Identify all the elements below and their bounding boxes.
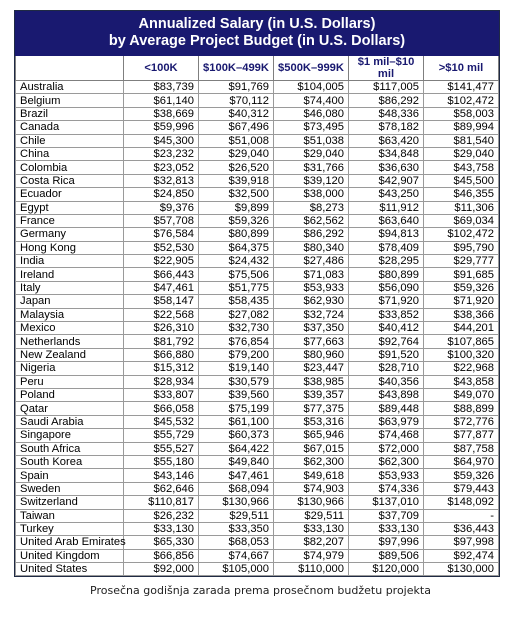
table-row — [16, 335, 499, 348]
salary-cell: $73,495 — [274, 121, 349, 134]
country-cell: Canada — [16, 121, 124, 134]
salary-cell: $39,120 — [274, 174, 349, 187]
salary-cell: $80,960 — [274, 348, 349, 361]
salary-cell: $62,562 — [274, 214, 349, 227]
salary-cell: $91,520 — [349, 348, 424, 361]
country-cell: New Zealand — [16, 348, 124, 361]
salary-cell: $74,667 — [199, 549, 274, 562]
country-cell: South Korea — [16, 455, 124, 468]
salary-cell: $59,326 — [424, 469, 499, 482]
salary-cell: $141,477 — [424, 81, 499, 94]
salary-cell: $62,930 — [274, 295, 349, 308]
salary-cell: $89,994 — [424, 121, 499, 134]
salary-cell: $47,461 — [124, 281, 199, 294]
salary-cell: $53,933 — [349, 469, 424, 482]
salary-cell: $110,000 — [274, 563, 349, 576]
country-cell: China — [16, 147, 124, 160]
salary-cell: $33,852 — [349, 308, 424, 321]
salary-cell: $37,350 — [274, 322, 349, 335]
salary-cell: $39,560 — [199, 388, 274, 401]
salary-cell: $76,584 — [124, 228, 199, 241]
salary-cell: $43,758 — [424, 161, 499, 174]
salary-cell: $49,070 — [424, 388, 499, 401]
salary-cell: $91,769 — [199, 81, 274, 94]
table-row — [16, 134, 499, 147]
salary-cell: $80,899 — [349, 268, 424, 281]
country-cell: Costa Rica — [16, 174, 124, 187]
salary-cell: $51,038 — [274, 134, 349, 147]
table-row — [16, 214, 499, 227]
salary-cell: $72,776 — [424, 415, 499, 428]
table-row — [16, 549, 499, 562]
salary-cell: $92,474 — [424, 549, 499, 562]
column-header-100k-499k: $100K–499K — [199, 56, 274, 81]
salary-cell: $64,970 — [424, 455, 499, 468]
country-cell: United Arab Emirates — [16, 536, 124, 549]
salary-cell: $88,899 — [424, 402, 499, 415]
salary-cell: $45,532 — [124, 415, 199, 428]
salary-cell: $56,090 — [349, 281, 424, 294]
salary-cell: $62,646 — [124, 482, 199, 495]
salary-cell: $38,000 — [274, 188, 349, 201]
salary-cell: $49,618 — [274, 469, 349, 482]
title-line-2: by Average Project Budget (in U.S. Dollars) — [108, 33, 406, 49]
country-cell: Hong Kong — [16, 241, 124, 254]
table-row — [16, 268, 499, 281]
salary-cell: $57,708 — [124, 214, 199, 227]
salary-cell: $102,472 — [424, 228, 499, 241]
salary-cell: $27,082 — [199, 308, 274, 321]
column-header-1mil-10mil: $1 mil–$10 mil — [349, 56, 424, 81]
salary-cell: $48,336 — [349, 107, 424, 120]
salary-cell: $61,140 — [124, 94, 199, 107]
table-row — [16, 201, 499, 214]
salary-cell: $8,273 — [274, 201, 349, 214]
salary-cell: $100,320 — [424, 348, 499, 361]
country-cell: Belgium — [16, 94, 124, 107]
country-cell: Peru — [16, 375, 124, 388]
salary-cell: $76,854 — [199, 335, 274, 348]
table-row — [16, 388, 499, 401]
salary-cell: $32,730 — [199, 322, 274, 335]
salary-cell: $77,877 — [424, 429, 499, 442]
salary-cell: $63,640 — [349, 214, 424, 227]
salary-cell: $52,530 — [124, 241, 199, 254]
salary-cell: $43,146 — [124, 469, 199, 482]
salary-cell: $9,376 — [124, 201, 199, 214]
header-row — [16, 56, 499, 81]
table-row — [16, 81, 499, 94]
salary-cell: $28,710 — [349, 362, 424, 375]
salary-cell: $33,350 — [199, 522, 274, 535]
salary-cell: $34,848 — [349, 147, 424, 160]
salary-cell: $59,996 — [124, 121, 199, 134]
table-row — [16, 563, 499, 576]
salary-cell: $74,979 — [274, 549, 349, 562]
salary-cell: $55,527 — [124, 442, 199, 455]
salary-cell: $81,540 — [424, 134, 499, 147]
salary-cell: $78,409 — [349, 241, 424, 254]
salary-cell: $67,015 — [274, 442, 349, 455]
salary-cell: $32,813 — [124, 174, 199, 187]
salary-cell: $74,336 — [349, 482, 424, 495]
salary-cell: $33,130 — [124, 522, 199, 535]
salary-cell: $31,766 — [274, 161, 349, 174]
salary-cell: $51,008 — [199, 134, 274, 147]
table-row — [16, 402, 499, 415]
salary-cell: $47,461 — [199, 469, 274, 482]
salary-cell: $38,985 — [274, 375, 349, 388]
table-row — [16, 147, 499, 160]
country-cell: Poland — [16, 388, 124, 401]
salary-cell: $137,010 — [349, 496, 424, 509]
salary-cell: $46,080 — [274, 107, 349, 120]
salary-cell: $66,856 — [124, 549, 199, 562]
salary-cell: $71,920 — [424, 295, 499, 308]
salary-cell: $55,180 — [124, 455, 199, 468]
salary-cell: $43,898 — [349, 388, 424, 401]
table-row — [16, 161, 499, 174]
salary-cell: $29,511 — [199, 509, 274, 522]
country-cell: Netherlands — [16, 335, 124, 348]
salary-cell: $43,250 — [349, 188, 424, 201]
table-row — [16, 415, 499, 428]
salary-cell: $33,130 — [274, 522, 349, 535]
salary-cell: $81,792 — [124, 335, 199, 348]
salary-cell: $27,486 — [274, 255, 349, 268]
salary-cell: $86,292 — [274, 228, 349, 241]
salary-cell: $97,998 — [424, 536, 499, 549]
country-cell: Sweden — [16, 482, 124, 495]
salary-cell: $120,000 — [349, 563, 424, 576]
salary-cell: $53,316 — [274, 415, 349, 428]
salary-cell: $45,500 — [424, 174, 499, 187]
salary-cell: $130,966 — [199, 496, 274, 509]
salary-cell: $63,979 — [349, 415, 424, 428]
table-row — [16, 522, 499, 535]
country-cell: India — [16, 255, 124, 268]
salary-cell: $89,506 — [349, 549, 424, 562]
salary-cell: $22,568 — [124, 308, 199, 321]
salary-cell: $58,003 — [424, 107, 499, 120]
salary-cell: $68,094 — [199, 482, 274, 495]
table-row — [16, 94, 499, 107]
salary-cell: $77,663 — [274, 335, 349, 348]
salary-cell: $110,817 — [124, 496, 199, 509]
salary-cell: $40,312 — [199, 107, 274, 120]
salary-cell: $74,468 — [349, 429, 424, 442]
country-cell: Mexico — [16, 322, 124, 335]
salary-cell: $40,356 — [349, 375, 424, 388]
country-cell: Malaysia — [16, 308, 124, 321]
column-header-under-100k: <100K — [124, 56, 199, 81]
table-row — [16, 348, 499, 361]
country-cell: Brazil — [16, 107, 124, 120]
salary-cell: $32,500 — [199, 188, 274, 201]
salary-cell: $65,946 — [274, 429, 349, 442]
salary-cell: $23,232 — [124, 147, 199, 160]
table-row — [16, 174, 499, 187]
country-cell: Colombia — [16, 161, 124, 174]
salary-cell: $70,112 — [199, 94, 274, 107]
salary-cell: $36,630 — [349, 161, 424, 174]
country-cell: United Kingdom — [16, 549, 124, 562]
salary-cell: $38,366 — [424, 308, 499, 321]
salary-cell: $38,669 — [124, 107, 199, 120]
salary-cell: $65,330 — [124, 536, 199, 549]
table-row — [16, 295, 499, 308]
salary-cell: $105,000 — [199, 563, 274, 576]
table-row — [16, 496, 499, 509]
country-cell: Spain — [16, 469, 124, 482]
salary-cell: $23,052 — [124, 161, 199, 174]
salary-cell: $26,232 — [124, 509, 199, 522]
salary-cell: $32,724 — [274, 308, 349, 321]
table-row — [16, 469, 499, 482]
salary-cell: $92,000 — [124, 563, 199, 576]
salary-cell: $83,739 — [124, 81, 199, 94]
salary-cell: $75,506 — [199, 268, 274, 281]
salary-table — [15, 56, 499, 576]
salary-cell: $58,435 — [199, 295, 274, 308]
salary-cell: $92,764 — [349, 335, 424, 348]
salary-cell: - — [424, 509, 499, 522]
salary-cell: $64,422 — [199, 442, 274, 455]
salary-cell: $66,058 — [124, 402, 199, 415]
salary-cell: $64,375 — [199, 241, 274, 254]
salary-cell: $117,005 — [349, 81, 424, 94]
salary-cell: $58,147 — [124, 295, 199, 308]
table-row — [16, 308, 499, 321]
column-header-500k-999k: $500K–999K — [274, 56, 349, 81]
salary-cell: $60,373 — [199, 429, 274, 442]
salary-cell: $75,199 — [199, 402, 274, 415]
salary-cell: $79,443 — [424, 482, 499, 495]
salary-cell: $39,357 — [274, 388, 349, 401]
country-cell: Singapore — [16, 429, 124, 442]
salary-cell: $42,907 — [349, 174, 424, 187]
salary-cell: $79,200 — [199, 348, 274, 361]
title-line-1: Annualized Salary (in U.S. Dollars) — [138, 16, 376, 32]
salary-cell: $44,201 — [424, 322, 499, 335]
table-title — [15, 11, 499, 56]
table-row — [16, 375, 499, 388]
salary-cell: $66,443 — [124, 268, 199, 281]
salary-cell: $49,840 — [199, 455, 274, 468]
salary-cell: $62,300 — [274, 455, 349, 468]
salary-cell: $43,858 — [424, 375, 499, 388]
table-row — [16, 107, 499, 120]
country-cell: Australia — [16, 81, 124, 94]
table-row — [16, 362, 499, 375]
salary-cell: $9,899 — [199, 201, 274, 214]
country-cell: Chile — [16, 134, 124, 147]
caption: Prosečna godišnja zarada prema prosečnom budžetu projekta — [90, 584, 431, 597]
country-cell: Nigeria — [16, 362, 124, 375]
salary-cell: $102,472 — [424, 94, 499, 107]
salary-cell: $68,053 — [199, 536, 274, 549]
salary-cell: $15,312 — [124, 362, 199, 375]
table-row — [16, 121, 499, 134]
salary-cell: $104,005 — [274, 81, 349, 94]
salary-cell: $53,933 — [274, 281, 349, 294]
salary-cell: $89,448 — [349, 402, 424, 415]
salary-cell: $62,300 — [349, 455, 424, 468]
salary-cell: $77,375 — [274, 402, 349, 415]
table-row — [16, 509, 499, 522]
salary-cell: $67,496 — [199, 121, 274, 134]
salary-cell: $33,807 — [124, 388, 199, 401]
table-row — [16, 228, 499, 241]
salary-cell: $66,880 — [124, 348, 199, 361]
salary-cell: $37,709 — [349, 509, 424, 522]
salary-cell: $45,300 — [124, 134, 199, 147]
table-row — [16, 322, 499, 335]
country-cell: Qatar — [16, 402, 124, 415]
salary-cell: $71,083 — [274, 268, 349, 281]
table-row — [16, 442, 499, 455]
country-cell: Japan — [16, 295, 124, 308]
salary-cell: $74,400 — [274, 94, 349, 107]
table-row — [16, 536, 499, 549]
salary-cell: $51,775 — [199, 281, 274, 294]
salary-cell: $87,758 — [424, 442, 499, 455]
salary-cell: $29,040 — [274, 147, 349, 160]
salary-cell: $29,040 — [424, 147, 499, 160]
salary-cell: $39,918 — [199, 174, 274, 187]
salary-cell: $29,040 — [199, 147, 274, 160]
salary-cell: $130,000 — [424, 563, 499, 576]
salary-cell: $86,292 — [349, 94, 424, 107]
salary-cell: $26,310 — [124, 322, 199, 335]
salary-cell: $94,813 — [349, 228, 424, 241]
country-cell: Ecuador — [16, 188, 124, 201]
table-row — [16, 255, 499, 268]
country-cell: France — [16, 214, 124, 227]
salary-cell: $24,850 — [124, 188, 199, 201]
salary-cell: $59,326 — [199, 214, 274, 227]
country-cell: United States — [16, 563, 124, 576]
table-row — [16, 188, 499, 201]
salary-cell: $22,905 — [124, 255, 199, 268]
salary-cell: $97,996 — [349, 536, 424, 549]
table-row — [16, 281, 499, 294]
table-row — [16, 455, 499, 468]
country-cell: Germany — [16, 228, 124, 241]
country-cell: Egypt — [16, 201, 124, 214]
salary-cell: $28,295 — [349, 255, 424, 268]
country-cell: Italy — [16, 281, 124, 294]
salary-cell: $91,685 — [424, 268, 499, 281]
salary-cell: $82,207 — [274, 536, 349, 549]
salary-cell: $95,790 — [424, 241, 499, 254]
salary-cell: $80,340 — [274, 241, 349, 254]
salary-cell: $61,100 — [199, 415, 274, 428]
salary-cell: $71,920 — [349, 295, 424, 308]
table-row — [16, 482, 499, 495]
salary-cell: $26,520 — [199, 161, 274, 174]
salary-cell: $46,355 — [424, 188, 499, 201]
salary-cell: $33,130 — [349, 522, 424, 535]
column-header-over-10mil: >$10 mil — [424, 56, 499, 81]
table-body — [16, 81, 499, 576]
salary-cell: $59,326 — [424, 281, 499, 294]
salary-cell: $19,140 — [199, 362, 274, 375]
salary-table-container — [14, 10, 500, 577]
salary-cell: $24,432 — [199, 255, 274, 268]
salary-cell: $148,092 — [424, 496, 499, 509]
salary-cell: $130,966 — [274, 496, 349, 509]
salary-cell: $107,865 — [424, 335, 499, 348]
country-cell: Turkey — [16, 522, 124, 535]
salary-cell: $11,306 — [424, 201, 499, 214]
salary-cell: $30,579 — [199, 375, 274, 388]
salary-cell: $78,182 — [349, 121, 424, 134]
salary-cell: $72,000 — [349, 442, 424, 455]
salary-cell: $40,412 — [349, 322, 424, 335]
salary-cell: $80,899 — [199, 228, 274, 241]
table-row — [16, 241, 499, 254]
table-row — [16, 429, 499, 442]
salary-cell: $29,777 — [424, 255, 499, 268]
salary-cell: $28,934 — [124, 375, 199, 388]
salary-cell: $69,034 — [424, 214, 499, 227]
country-cell: Taiwan — [16, 509, 124, 522]
salary-cell: $11,912 — [349, 201, 424, 214]
salary-cell: $36,443 — [424, 522, 499, 535]
salary-cell: $74,903 — [274, 482, 349, 495]
salary-cell: $55,729 — [124, 429, 199, 442]
salary-cell: $22,968 — [424, 362, 499, 375]
country-cell: Ireland — [16, 268, 124, 281]
country-cell: Switzerland — [16, 496, 124, 509]
country-cell: Saudi Arabia — [16, 415, 124, 428]
salary-cell: $23,447 — [274, 362, 349, 375]
country-cell: South Africa — [16, 442, 124, 455]
column-header-country — [16, 56, 124, 81]
salary-cell: $63,420 — [349, 134, 424, 147]
salary-cell: $29,511 — [274, 509, 349, 522]
